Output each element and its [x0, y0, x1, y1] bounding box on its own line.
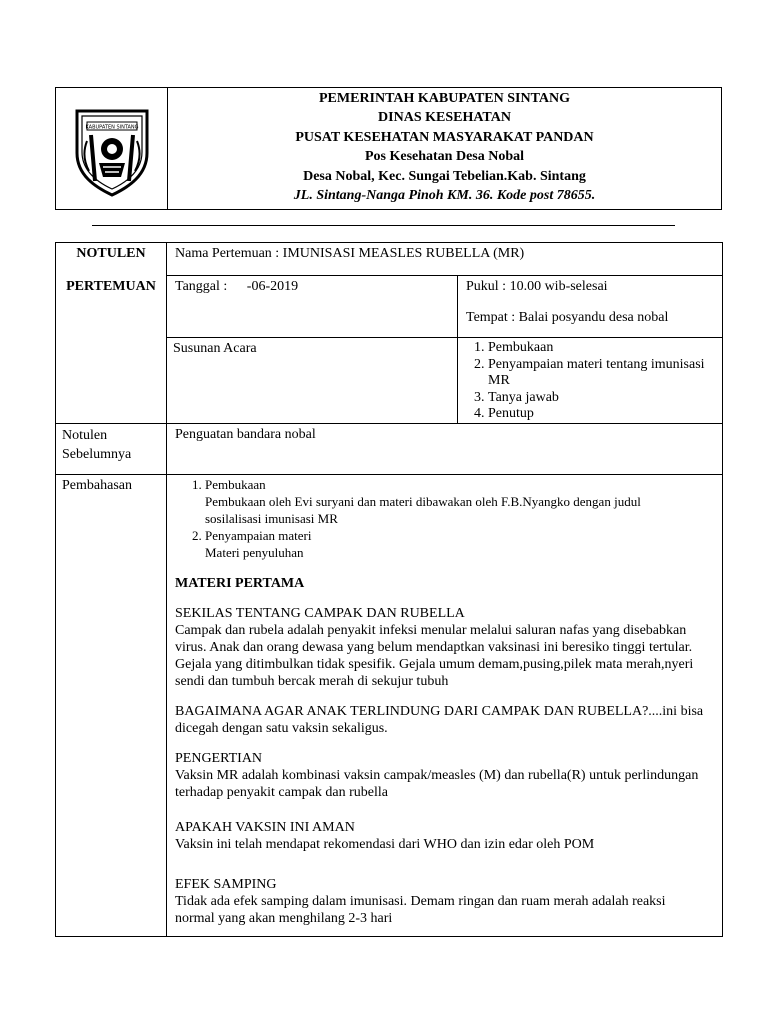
section-line: Vaksin MR adalah kombinasi vaksin campak/measles (M) dan rubella(R) untuk perlindungan [175, 767, 699, 783]
section-line: virus. Anak dan orang dewasa yang belum mendaptkan vaksinasi ini beresiko tinggi tertular. [175, 639, 693, 655]
agenda-item: 4. Penutup [488, 406, 722, 423]
meeting-name: Nama Pertemuan : IMUNISASI MEASLES RUBELLA (MR) [175, 246, 525, 261]
header-line-4: Pos Kesehatan Desa Nobal [364, 149, 525, 165]
logo-text: KABUPATEN SINTANG [84, 124, 139, 130]
header-line-5: Desa Nobal, Kec. Sungai Tebelian.Kab. Sintang [303, 168, 586, 184]
agenda-cell [458, 338, 723, 424]
discussion-item-desc: sosilalisasi imunisasi MR [205, 510, 338, 526]
materi-title: MATERI PERTAMA [175, 575, 305, 591]
section-title: BAGAIMANA AGAR ANAK TERLINDUNG DARI CAMPAK DAN RUBELLA?....ini bisa [175, 703, 704, 719]
section-title: APAKAH VAKSIN INI AMAN [175, 819, 355, 835]
place-value: Tempat : Balai posyandu desa nobal [466, 310, 669, 325]
section-line: Vaksin ini telah mendapat rekomendasi dari WHO dan izin edar oleh POM [175, 836, 595, 852]
section-title: SEKILAS TENTANG CAMPAK DAN RUBELLA [175, 605, 465, 621]
regency-emblem-icon [69, 101, 155, 197]
notulen-title-cell [56, 243, 167, 424]
time-place-cell [458, 276, 723, 338]
agenda-label-cell [167, 338, 458, 424]
logo-cell [56, 88, 168, 209]
section-title: EFEK SAMPING [175, 876, 277, 892]
section-line: Tidak ada efek samping dalam imunisasi. Demam ringan dan ruam merah adalah reaksi [175, 893, 666, 909]
discussion-list [175, 476, 722, 561]
discussion-item-title: Penyampaian materi [205, 527, 312, 543]
date-label: Tanggal : [175, 279, 228, 294]
previous-label-1: Notulen [62, 427, 108, 443]
discussion-cell [167, 474, 723, 936]
agenda-list [458, 340, 722, 423]
date-value: -06-2019 [246, 279, 299, 294]
row-meeting-name [56, 243, 723, 276]
header-line-2: DINAS KESEHATAN [378, 110, 511, 126]
previous-value: Penguatan bandara nobal [175, 426, 316, 442]
header-divider [92, 225, 675, 226]
meeting-name-cell [167, 243, 723, 276]
section-line: normal yang akan menghilang 2-3 hari [175, 910, 393, 926]
discussion-label: Pembahasan [62, 477, 132, 493]
previous-value-cell [167, 423, 723, 474]
discussion-label-cell [56, 474, 167, 936]
notulen-title-2: PERTEMUAN [66, 279, 156, 294]
agenda-label: Susunan Acara [173, 341, 257, 356]
minutes-table [55, 242, 723, 937]
agenda-item: 3. Tanya jawab [488, 390, 722, 407]
section-line: sendi dan tumbuh bercak merah di sekujur tubuh [175, 673, 449, 689]
date-cell [167, 276, 458, 338]
letterhead-text [168, 88, 721, 209]
discussion-item-desc: Materi penyuluhan [205, 544, 304, 560]
section-line: Campak dan rubela adalah penyakit infeksi menular melalui saluran nafas yang disebabkan [175, 622, 687, 638]
agenda-item: 2. Penyampaian materi tentang imunisasi MR [488, 357, 722, 390]
discussion-item-desc: Pembukaan oleh Evi suryani dan materi dibawakan oleh F.B.Nyangko dengan judul [205, 493, 641, 509]
row-previous-minutes [56, 423, 723, 474]
header-address: JL. Sintang-Nanga Pinoh KM. 36. Kode post 78655. [293, 188, 596, 204]
letterhead [55, 87, 722, 210]
row-discussion [56, 474, 723, 936]
previous-label-cell [56, 423, 167, 474]
discussion-item [205, 476, 722, 527]
time-value: Pukul : 10.00 wib-selesai [466, 279, 608, 294]
discussion-item-title: Pembukaan [205, 476, 266, 492]
discussion-item [205, 527, 722, 561]
section-line: Gejala yang ditimbulkan tidak spesifik. Gejala umum demam,pusing,pilek mata merah,nyeri [175, 656, 694, 672]
section-title: PENGERTIAN [175, 750, 263, 766]
agenda-item: 1. Pembukaan [488, 340, 722, 357]
notulen-title-1: NOTULEN [76, 246, 146, 261]
section-line: dicegah dengan satu vaksin sekaligus. [175, 720, 388, 736]
previous-label-2: Sebelumnya [62, 446, 132, 462]
header-line-3: PUSAT KESEHATAN MASYARAKAT PANDAN [295, 129, 594, 145]
section-line: terhadap penyakit campak dan rubella [175, 784, 389, 800]
header-line-1: PEMERINTAH KABUPATEN SINTANG [319, 91, 570, 106]
